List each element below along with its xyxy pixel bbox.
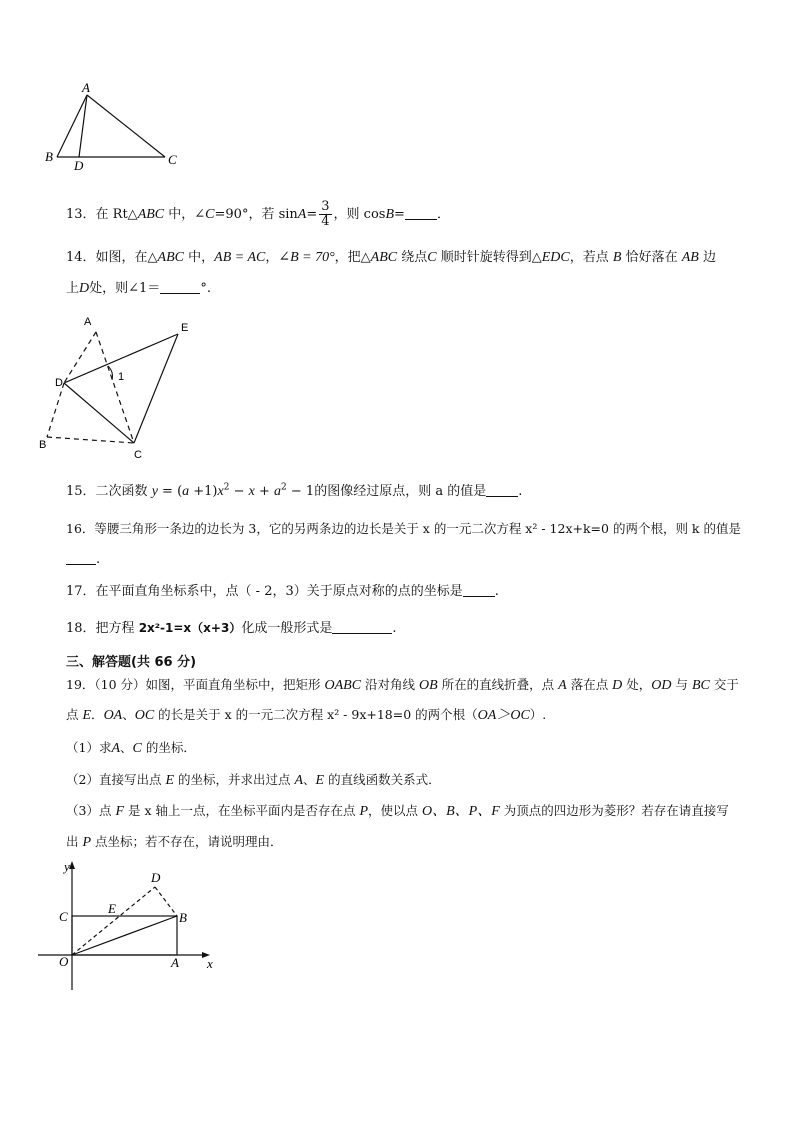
label-c: C — [59, 909, 68, 924]
label-o: O — [59, 954, 69, 969]
question-19-part1: （1）求A、C 的坐标． — [66, 740, 196, 756]
question-13: 13．在 Rt△ABC 中，∠C=90°，若 sinA= $\frac{3}{4}$ ，则 cosB= ． — [66, 199, 450, 229]
question-15: 15．二次函数 $y = (a +1)x^2 - x + a^2 - 1$的图像经过原点，则 a 的值是 . — [66, 482, 523, 499]
question-19-part3: （3）点 F 是 x 轴上一点，在坐标平面内是否存在点 P，使以点 O、B、P、F 为顶点的四边形为菱形？若存在请直接写 — [66, 803, 729, 819]
question-19-line2: 点 E．OA、OC 的长是关于 x 的一元二次方程 x² - 9x+18=0 的两个根（OA＞OC）. — [66, 707, 547, 723]
label-y: y — [64, 859, 70, 874]
question-19-part3-line2: 出 P 点坐标；若不存在，请说明理由． — [66, 834, 283, 850]
fraction-3-4: $\frac{3}{4}$ — [321, 199, 330, 229]
label-d: D — [55, 377, 63, 389]
label-a: A — [82, 80, 90, 95]
label-d: D — [151, 870, 161, 885]
label-b: B — [179, 910, 187, 925]
question-17: 17．在平面直角坐标系中，点（ - 2，3）关于原点对称的点的坐标是 . — [66, 584, 499, 599]
section-title: 三、解答题(共 66 分) — [66, 655, 197, 670]
label-a: A — [171, 955, 179, 970]
label-x: x — [207, 956, 213, 971]
question-14-line2: 上D处，则∠1＝ °. — [66, 281, 211, 296]
question-19-part2: （2）直接写出点 E 的坐标，并求出过点 A、E 的直线函数关系式． — [66, 772, 441, 788]
label-c: C — [168, 152, 177, 167]
question-14: 14．如图，在△ABC 中，AB = AC，∠B = 70°，把△ABC 绕点C 顺时针旋转得到△EDC，若点 B 恰好落在 AB 边 — [66, 250, 716, 265]
question-19: 19．（10 分）如图，平面直角坐标中，把矩形 OABC 沿对角线 OB 所在的直线折叠，点 A 落在点 D 处，OD 与 BC 交于 — [66, 677, 739, 693]
label-a: A — [84, 316, 92, 328]
label-b: B — [45, 149, 53, 164]
question-18: 18．把方程 2x²-1=x（x+3）化成一般形式是 . — [66, 621, 397, 636]
question-16: 16．等腰三角形一条边的边长为 3，它的另两条边的边长是关于 x 的一元二次方程 x² - 12x+k=0 的两个根，则 k 的值是 — [66, 521, 741, 536]
label-b: B — [39, 439, 47, 451]
label-e: E — [181, 322, 189, 334]
question-16-line2: . — [66, 550, 100, 570]
label-angle-1: 1 — [118, 371, 125, 383]
label-d: D — [74, 158, 84, 173]
label-e: E — [108, 901, 116, 916]
label-c: C — [134, 449, 142, 461]
